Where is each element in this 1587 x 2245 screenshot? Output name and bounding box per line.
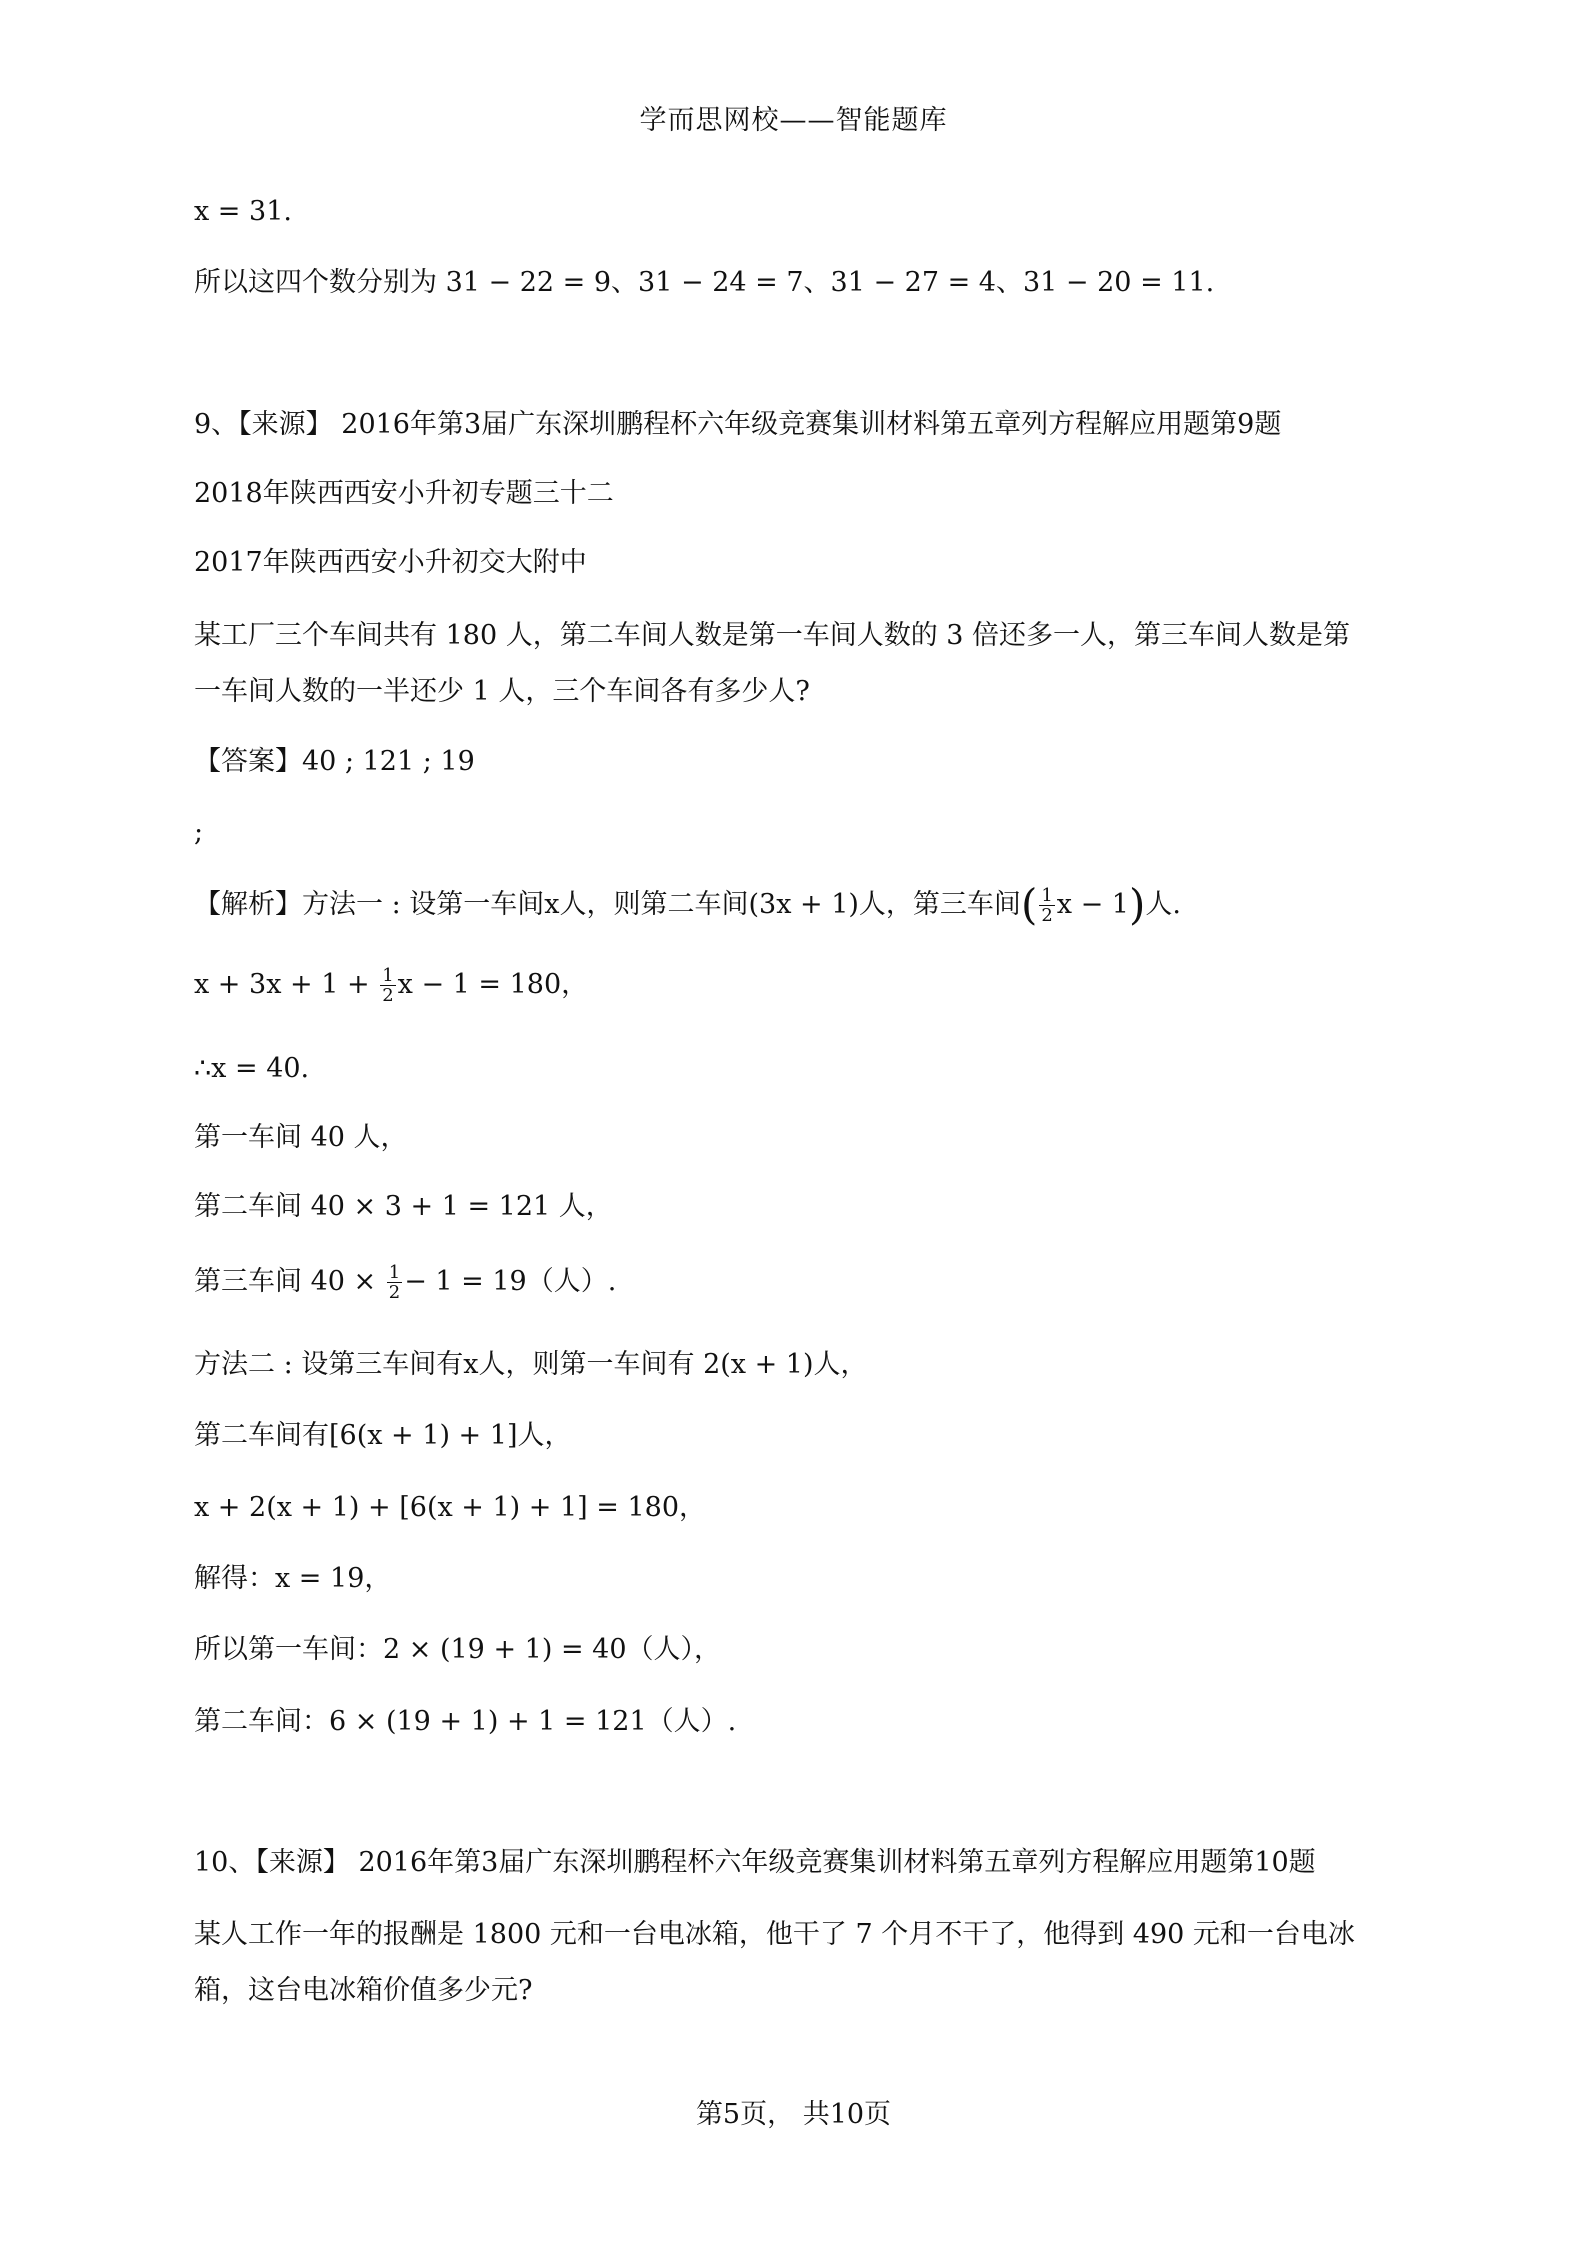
text-line: 所以这四个数分别为 31 − 22 = 9、31 − 24 = 7、31 − 27 = 4、31 − 20 = 11. <box>194 267 1215 298</box>
fraction: $\frac{1}{2}$ <box>1041 885 1053 926</box>
question-9-answer: 【答案】40 ; 121 ; 19 <box>194 746 475 777</box>
solution-method-2: 方法二 : 设第三车间有x人，则第一车间有 2(x + 1)人， <box>194 1349 868 1380</box>
text-line: 解得：x = 19， <box>194 1563 392 1594</box>
question-9-source-3: 2017年陕西西安小升初交大附中 <box>194 547 587 578</box>
question-9-text: 某工厂三个车间共有 180 人，第二车间人数是第一车间人数的 3 倍还多一人，第三车间人数是第 <box>194 620 1351 651</box>
equation-part: x − 1 = 180， <box>397 969 589 1000</box>
equation-line: x + 2(x + 1) + [6(x + 1) + 1] = 180， <box>194 1492 707 1523</box>
question-10-source: 10、【来源】 2016年第3届广东深圳鹏程杯六年级竞赛集训材料第五章列方程解应用题第10题 <box>194 1847 1316 1878</box>
question-9-text: 一车间人数的一半还少 1 人，三个车间各有多少人? <box>194 676 810 707</box>
equation-part: − 1 = 19（人）. <box>404 1266 617 1297</box>
text-line: 第一车间 40 人， <box>194 1122 408 1153</box>
equation-line: x = 31. <box>194 196 292 227</box>
text-line: 所以第一车间：2 × (19 + 1) = 40（人）， <box>194 1634 722 1665</box>
page-footer: 第5页， 共10页 <box>695 2099 892 2130</box>
equation-part: 第三车间 40 × <box>194 1266 377 1297</box>
text-line: 第二车间：6 × (19 + 1) + 1 = 121（人）. <box>194 1706 737 1737</box>
fraction: $\frac{1}{2}$ <box>388 1262 401 1303</box>
solution-method-1 <box>194 880 1181 929</box>
page-header: 学而思网校——智能题库 <box>639 105 948 136</box>
text-line <box>194 1262 616 1302</box>
question-10-text: 某人工作一年的报酬是 1800 元和一台电冰箱，他干了 7 个月不干了，他得到 490 元和一台电冰 <box>194 1919 1355 1950</box>
solution-text: 【解析】方法一 : 设第一车间x人，则第二车间(3x + 1)人，第三车间 <box>194 889 1021 920</box>
equation-line <box>194 965 588 1005</box>
equation-part: x + 3x + 1 + <box>194 969 370 1000</box>
question-9-source-2: 2018年陕西西安小升初专题三十二 <box>194 478 614 509</box>
equation-line: ∴x = 40. <box>194 1053 310 1084</box>
text-line: 第二车间 40 × 3 + 1 = 121 人， <box>194 1191 613 1222</box>
question-9-source: 9、【来源】 2016年第3届广东深圳鹏程杯六年级竞赛集训材料第五章列方程解应用题第9题 <box>194 409 1282 440</box>
question-10-text: 箱，这台电冰箱价值多少元? <box>194 1975 533 2006</box>
paren-close: ) <box>1128 880 1146 929</box>
paren-open: ( <box>1020 880 1038 929</box>
solution-text: 人. <box>1145 889 1181 920</box>
fraction: $\frac{1}{2}$ <box>382 965 394 1006</box>
text-line: 第二车间有[6(x + 1) + 1]人， <box>194 1420 572 1451</box>
separator-semicolon: ; <box>194 817 204 848</box>
solution-text: x − 1 <box>1056 889 1129 920</box>
